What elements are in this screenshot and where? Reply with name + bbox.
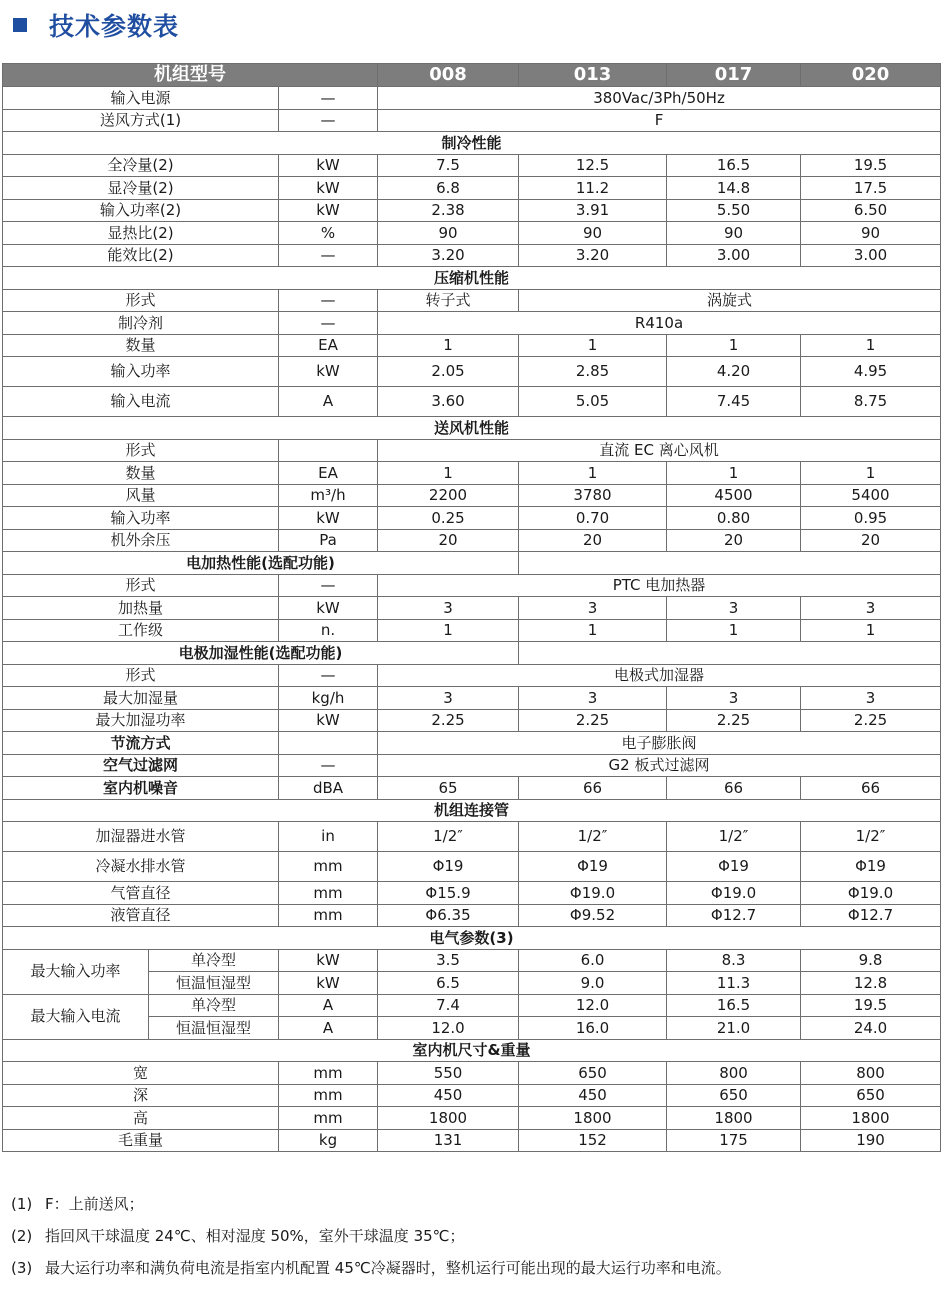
value-cell: 9.0 xyxy=(519,972,667,995)
value-cell: 650 xyxy=(667,1084,801,1107)
value-cell: Φ19.0 xyxy=(801,882,941,905)
value-cell: 2.25 xyxy=(667,709,801,732)
row-label: 冷凝水排水管 xyxy=(3,852,279,882)
value-cell: 19.5 xyxy=(801,154,941,177)
value-cell: 1/2″ xyxy=(519,822,667,852)
merged-value: 涡旋式 xyxy=(519,289,941,312)
table-row xyxy=(3,852,941,882)
row-label: 气管直径 xyxy=(3,882,279,905)
unit-cell: A xyxy=(279,387,378,417)
unit-cell: kW xyxy=(279,507,378,530)
table-row xyxy=(3,439,941,462)
table-row xyxy=(3,1062,941,1085)
section-title: 机组连接管 xyxy=(3,799,941,822)
section-title: 室内机尺寸&重量 xyxy=(3,1039,941,1062)
value-cell: 7.5 xyxy=(378,154,519,177)
row-label: 空气过滤网 xyxy=(3,754,279,777)
row-label: 最大加湿功率 xyxy=(3,709,279,732)
value-cell: 190 xyxy=(801,1129,941,1152)
table-row xyxy=(3,507,941,530)
value-cell: 3.00 xyxy=(801,244,941,267)
value-cell: 800 xyxy=(667,1062,801,1085)
value-cell: Φ19 xyxy=(801,852,941,882)
table-row xyxy=(3,154,941,177)
unit-cell: — xyxy=(279,244,378,267)
value-cell: 3 xyxy=(519,687,667,710)
value-cell: 14.8 xyxy=(667,177,801,200)
unit-cell: dBA xyxy=(279,777,378,800)
value-cell: 3.5 xyxy=(378,949,519,972)
value-cell: 20 xyxy=(801,529,941,552)
row-label: 能效比(2) xyxy=(3,244,279,267)
table-row xyxy=(3,949,941,972)
value-cell: 1 xyxy=(519,334,667,357)
value-cell: 1 xyxy=(378,462,519,485)
value-cell: 2.25 xyxy=(801,709,941,732)
table-row xyxy=(3,777,941,800)
unit-cell: n. xyxy=(279,619,378,642)
row-label: 机外余压 xyxy=(3,529,279,552)
section-title: 电极加湿性能(选配功能) xyxy=(3,642,519,665)
table-row xyxy=(3,904,941,927)
value-cell: 0.25 xyxy=(378,507,519,530)
table-row xyxy=(3,709,941,732)
value-cell: 16.0 xyxy=(519,1017,667,1040)
value-cell: 1/2″ xyxy=(378,822,519,852)
unit-cell: kW xyxy=(279,177,378,200)
value-cell: Φ9.52 xyxy=(519,904,667,927)
value-cell: 1800 xyxy=(519,1107,667,1130)
footnote xyxy=(11,1261,731,1278)
unit-cell: mm xyxy=(279,882,378,905)
section-title: 电加热性能(选配功能) xyxy=(3,552,519,575)
table-row xyxy=(3,387,941,417)
row-label: 输入电流 xyxy=(3,387,279,417)
merged-value: 380Vac/3Ph/50Hz xyxy=(378,87,941,110)
unit-cell: Pa xyxy=(279,529,378,552)
sub-label: 单冷型 xyxy=(149,949,279,972)
value-cell: 1800 xyxy=(378,1107,519,1130)
row-label: 宽 xyxy=(3,1062,279,1085)
spec-table xyxy=(2,63,941,1152)
table-row xyxy=(3,177,941,200)
section-row xyxy=(3,642,941,665)
table-row xyxy=(3,1107,941,1130)
value-cell: 2200 xyxy=(378,484,519,507)
section-row xyxy=(3,799,941,822)
row-label: 高 xyxy=(3,1107,279,1130)
table-row xyxy=(3,1129,941,1152)
row-label: 毛重量 xyxy=(3,1129,279,1152)
unit-cell: EA xyxy=(279,334,378,357)
value-cell: 3.20 xyxy=(519,244,667,267)
value-cell: 66 xyxy=(667,777,801,800)
table-row xyxy=(3,687,941,710)
section-row xyxy=(3,927,941,950)
section-row xyxy=(3,267,941,290)
unit-cell: kg/h xyxy=(279,687,378,710)
table-row xyxy=(3,484,941,507)
value-cell: Φ19.0 xyxy=(667,882,801,905)
table-row xyxy=(3,574,941,597)
row-label: 数量 xyxy=(3,334,279,357)
unit-cell xyxy=(279,439,378,462)
value-cell: 3 xyxy=(801,687,941,710)
row-label: 形式 xyxy=(3,574,279,597)
value-cell: 1 xyxy=(667,462,801,485)
value-cell: 3 xyxy=(801,597,941,620)
value-cell: 3 xyxy=(667,687,801,710)
spec-body xyxy=(3,87,941,1152)
value-cell: 4500 xyxy=(667,484,801,507)
section-row xyxy=(3,132,941,155)
unit-cell: — xyxy=(279,754,378,777)
value-cell: 1 xyxy=(519,462,667,485)
section-row xyxy=(3,417,941,440)
value-cell: Φ15.9 xyxy=(378,882,519,905)
value-cell: 12.5 xyxy=(519,154,667,177)
unit-cell: — xyxy=(279,312,378,335)
value-cell: 3 xyxy=(378,597,519,620)
footnote-text: 指回风干球温度 24℃、相对湿度 50%，室外干球温度 35℃； xyxy=(45,1227,465,1245)
value-cell: 90 xyxy=(378,222,519,245)
unit-cell: % xyxy=(279,222,378,245)
table-row xyxy=(3,664,941,687)
footnote-text: F：上前送风； xyxy=(45,1195,144,1213)
sub-label: 恒温恒湿型 xyxy=(149,972,279,995)
value-cell: 1/2″ xyxy=(801,822,941,852)
row-label: 室内机噪音 xyxy=(3,777,279,800)
section-title: 电气参数(3) xyxy=(3,927,941,950)
footnote-number: (2) xyxy=(11,1227,33,1245)
group-label: 最大输入电流 xyxy=(3,994,149,1039)
empty-cell xyxy=(519,642,941,665)
merged-value: G2 板式过滤网 xyxy=(378,754,941,777)
section-row xyxy=(3,1039,941,1062)
value-cell: 5400 xyxy=(801,484,941,507)
unit-cell: m³/h xyxy=(279,484,378,507)
header-row xyxy=(3,64,941,87)
value-cell: 16.5 xyxy=(667,994,801,1017)
footnotes xyxy=(11,1197,731,1293)
sub-label: 单冷型 xyxy=(149,994,279,1017)
model-col-header: 013 xyxy=(519,64,667,87)
value-cell: 90 xyxy=(519,222,667,245)
value-cell: 1/2″ xyxy=(667,822,801,852)
row-label: 工作级 xyxy=(3,619,279,642)
merged-value: 电极式加湿器 xyxy=(378,664,941,687)
value-cell: 2.25 xyxy=(378,709,519,732)
value-cell: 12.0 xyxy=(519,994,667,1017)
value-cell: 1 xyxy=(801,334,941,357)
value-cell: Φ12.7 xyxy=(801,904,941,927)
section-title: 压缩机性能 xyxy=(3,267,941,290)
merged-value: R410a xyxy=(378,312,941,335)
row-label: 输入功率 xyxy=(3,357,279,387)
value-cell: 2.05 xyxy=(378,357,519,387)
footnote xyxy=(11,1229,731,1246)
row-label: 输入电源 xyxy=(3,87,279,110)
table-row xyxy=(3,994,941,1017)
value-cell: 3.60 xyxy=(378,387,519,417)
section-title: 送风机性能 xyxy=(3,417,941,440)
table-row xyxy=(3,357,941,387)
merged-value: PTC 电加热器 xyxy=(378,574,941,597)
unit-cell: A xyxy=(279,994,378,1017)
value-cell: 131 xyxy=(378,1129,519,1152)
model-col-header: 020 xyxy=(801,64,941,87)
title-bullet-icon xyxy=(13,18,27,32)
value-cell: 3 xyxy=(667,597,801,620)
value-cell: 90 xyxy=(801,222,941,245)
unit-cell: mm xyxy=(279,1107,378,1130)
sub-label: 恒温恒湿型 xyxy=(149,1017,279,1040)
value-cell: 3 xyxy=(519,597,667,620)
unit-cell: mm xyxy=(279,904,378,927)
row-label: 显热比(2) xyxy=(3,222,279,245)
table-row xyxy=(3,529,941,552)
row-label: 加湿器进水管 xyxy=(3,822,279,852)
unit-cell: kW xyxy=(279,709,378,732)
unit-cell xyxy=(279,732,378,755)
value-cell: 5.05 xyxy=(519,387,667,417)
unit-cell: EA xyxy=(279,462,378,485)
value-cell: 16.5 xyxy=(667,154,801,177)
value-cell: 6.5 xyxy=(378,972,519,995)
value-cell: 3.91 xyxy=(519,199,667,222)
value-cell: 17.5 xyxy=(801,177,941,200)
section-row xyxy=(3,552,941,575)
value-cell: 1800 xyxy=(667,1107,801,1130)
value-cell: Φ19.0 xyxy=(519,882,667,905)
unit-cell: mm xyxy=(279,852,378,882)
value-cell: 7.4 xyxy=(378,994,519,1017)
value-cell: 21.0 xyxy=(667,1017,801,1040)
table-row xyxy=(3,619,941,642)
table-row xyxy=(3,1084,941,1107)
table-row xyxy=(3,109,941,132)
unit-cell: — xyxy=(279,87,378,110)
table-row xyxy=(3,597,941,620)
row-label: 显冷量(2) xyxy=(3,177,279,200)
table-row xyxy=(3,289,941,312)
group-label: 最大输入功率 xyxy=(3,949,149,994)
table-row xyxy=(3,732,941,755)
value-cell: 19.5 xyxy=(801,994,941,1017)
row-label: 输入功率 xyxy=(3,507,279,530)
value-cell: 90 xyxy=(667,222,801,245)
footnote-number: (1) xyxy=(11,1195,33,1213)
value-cell: 4.20 xyxy=(667,357,801,387)
row-label: 深 xyxy=(3,1084,279,1107)
unit-cell: kW xyxy=(279,357,378,387)
merged-value: F xyxy=(378,109,941,132)
value-cell: 66 xyxy=(801,777,941,800)
row-label: 液管直径 xyxy=(3,904,279,927)
row-label: 节流方式 xyxy=(3,732,279,755)
unit-cell: — xyxy=(279,574,378,597)
value-cell: 650 xyxy=(519,1062,667,1085)
value-cell: 3.00 xyxy=(667,244,801,267)
table-row xyxy=(3,312,941,335)
model-col-header: 008 xyxy=(378,64,519,87)
footnote xyxy=(11,1197,731,1214)
value-cell: 0.70 xyxy=(519,507,667,530)
value-cell: 3.20 xyxy=(378,244,519,267)
value-cell: 1 xyxy=(801,462,941,485)
unit-cell: kW xyxy=(279,154,378,177)
value-cell: 6.0 xyxy=(519,949,667,972)
unit-cell: — xyxy=(279,664,378,687)
unit-cell: kW xyxy=(279,972,378,995)
value-cell: 2.85 xyxy=(519,357,667,387)
row-label: 数量 xyxy=(3,462,279,485)
value-cell: 800 xyxy=(801,1062,941,1085)
value-cell: 450 xyxy=(519,1084,667,1107)
table-row xyxy=(3,754,941,777)
value-cell: 3 xyxy=(378,687,519,710)
table-row xyxy=(3,199,941,222)
value-cell: 转子式 xyxy=(378,289,519,312)
value-cell: 2.38 xyxy=(378,199,519,222)
row-label: 形式 xyxy=(3,664,279,687)
row-label: 输入功率(2) xyxy=(3,199,279,222)
value-cell: 2.25 xyxy=(519,709,667,732)
table-row xyxy=(3,334,941,357)
value-cell: 5.50 xyxy=(667,199,801,222)
section-title: 制冷性能 xyxy=(3,132,941,155)
row-label: 全冷量(2) xyxy=(3,154,279,177)
value-cell: Φ19 xyxy=(378,852,519,882)
value-cell: 550 xyxy=(378,1062,519,1085)
value-cell: 66 xyxy=(519,777,667,800)
row-label: 形式 xyxy=(3,439,279,462)
row-label: 形式 xyxy=(3,289,279,312)
row-label: 最大加湿量 xyxy=(3,687,279,710)
value-cell: 1800 xyxy=(801,1107,941,1130)
table-row xyxy=(3,462,941,485)
value-cell: 6.8 xyxy=(378,177,519,200)
unit-cell: mm xyxy=(279,1062,378,1085)
title-bar xyxy=(13,8,179,42)
model-header: 机组型号 xyxy=(3,64,378,87)
table-row xyxy=(3,222,941,245)
value-cell: Φ6.35 xyxy=(378,904,519,927)
value-cell: Φ19 xyxy=(667,852,801,882)
model-col-header: 017 xyxy=(667,64,801,87)
unit-cell: — xyxy=(279,289,378,312)
value-cell: 1 xyxy=(667,334,801,357)
unit-cell: kW xyxy=(279,597,378,620)
unit-cell: mm xyxy=(279,1084,378,1107)
table-row xyxy=(3,882,941,905)
table-row xyxy=(3,244,941,267)
table-row xyxy=(3,822,941,852)
value-cell: 1 xyxy=(378,334,519,357)
row-label: 加热量 xyxy=(3,597,279,620)
unit-cell: kW xyxy=(279,949,378,972)
merged-value: 电子膨胀阀 xyxy=(378,732,941,755)
value-cell: 24.0 xyxy=(801,1017,941,1040)
merged-value: 直流 EC 离心风机 xyxy=(378,439,941,462)
footnote-text: 最大运行功率和满负荷电流是指室内机配置 45℃冷凝器时，整机运行可能出现的最大运行功率和电流。 xyxy=(45,1259,731,1277)
value-cell: 4.95 xyxy=(801,357,941,387)
value-cell: 1 xyxy=(801,619,941,642)
value-cell: 3780 xyxy=(519,484,667,507)
table-row xyxy=(3,87,941,110)
value-cell: 6.50 xyxy=(801,199,941,222)
unit-cell: kW xyxy=(279,199,378,222)
value-cell: 0.80 xyxy=(667,507,801,530)
value-cell: 9.8 xyxy=(801,949,941,972)
unit-cell: kg xyxy=(279,1129,378,1152)
value-cell: 20 xyxy=(667,529,801,552)
unit-cell: A xyxy=(279,1017,378,1040)
value-cell: 8.75 xyxy=(801,387,941,417)
value-cell: Φ12.7 xyxy=(667,904,801,927)
value-cell: 1 xyxy=(378,619,519,642)
row-label: 送风方式(1) xyxy=(3,109,279,132)
value-cell: 7.45 xyxy=(667,387,801,417)
empty-cell xyxy=(519,552,941,575)
value-cell: 65 xyxy=(378,777,519,800)
value-cell: 650 xyxy=(801,1084,941,1107)
value-cell: 8.3 xyxy=(667,949,801,972)
value-cell: Φ19 xyxy=(519,852,667,882)
value-cell: 1 xyxy=(519,619,667,642)
value-cell: 1 xyxy=(667,619,801,642)
footnote-number: (3) xyxy=(11,1259,33,1277)
row-label: 风量 xyxy=(3,484,279,507)
value-cell: 152 xyxy=(519,1129,667,1152)
value-cell: 20 xyxy=(378,529,519,552)
page-title: 技术参数表 xyxy=(49,12,180,41)
value-cell: 12.8 xyxy=(801,972,941,995)
value-cell: 20 xyxy=(519,529,667,552)
unit-cell: in xyxy=(279,822,378,852)
unit-cell: — xyxy=(279,109,378,132)
value-cell: 12.0 xyxy=(378,1017,519,1040)
value-cell: 11.3 xyxy=(667,972,801,995)
value-cell: 11.2 xyxy=(519,177,667,200)
value-cell: 0.95 xyxy=(801,507,941,530)
value-cell: 175 xyxy=(667,1129,801,1152)
value-cell: 450 xyxy=(378,1084,519,1107)
row-label: 制冷剂 xyxy=(3,312,279,335)
